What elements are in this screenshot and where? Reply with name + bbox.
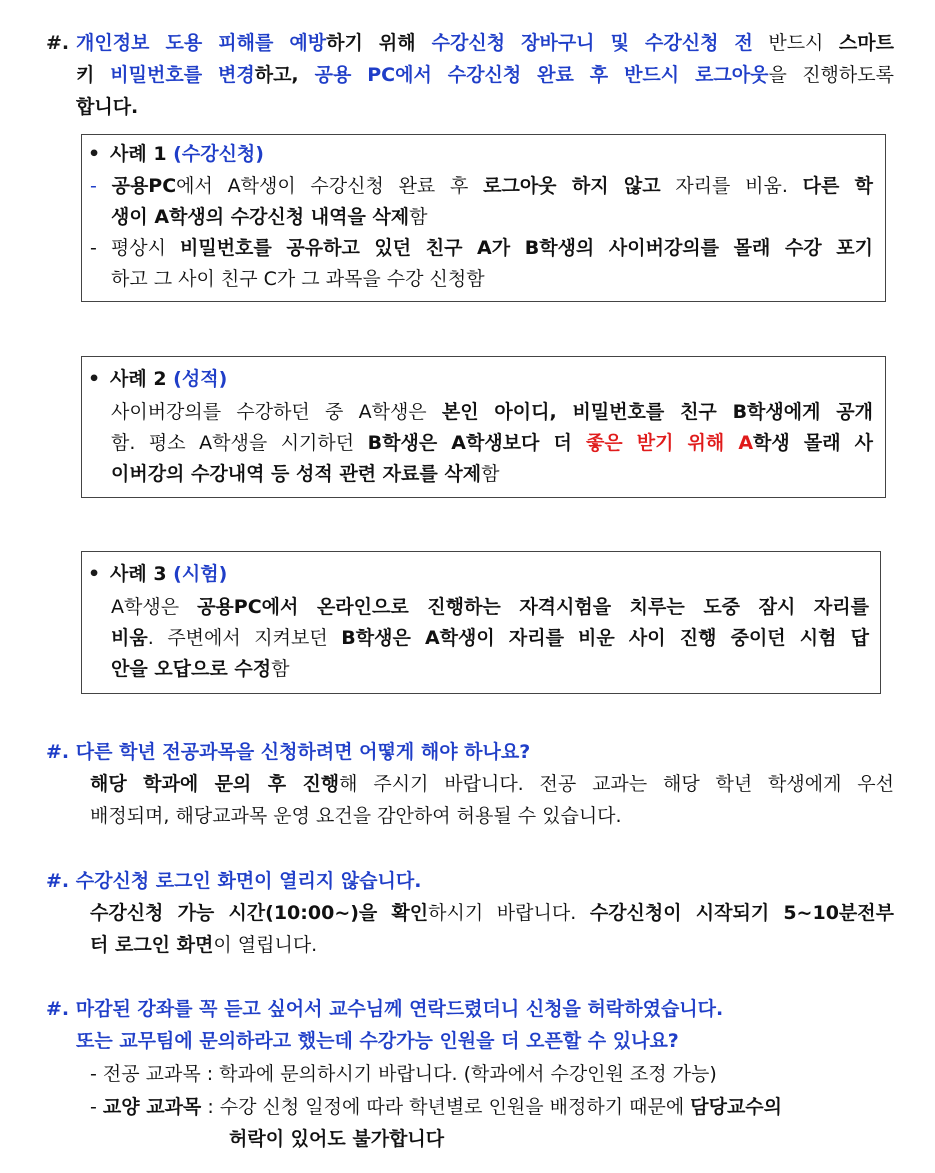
text-run: B학생은 A학생이 자리를 비운 사이 진행 중이던 시험 답: [341, 627, 869, 649]
case-1-line-2: [111, 202, 427, 232]
text-run: 사례 2: [110, 368, 174, 390]
text-run: 사례 3: [110, 563, 174, 585]
faq-question-3-line-2: 또는 교무팀에 문의하라고 했는데 수강가능 인원을 더 오픈할 수 있나요?: [76, 1030, 679, 1052]
intro-line-3: [76, 92, 138, 122]
text-run: 반드시: [752, 32, 839, 54]
case-3-bullet: •: [88, 563, 101, 585]
text-run: 배정되며, 해당교과목 운영 요건을 감안하여 허용될 수 있습니다.: [90, 805, 622, 827]
intro-prefix: #.: [46, 32, 70, 54]
text-run: . 주변에서 지켜보던: [147, 627, 342, 649]
case-3-line-2: [111, 623, 869, 653]
faq-answer-3-line-2: [90, 1092, 782, 1122]
text-run: (시험): [173, 563, 228, 585]
faq-answer-2-line-1: [90, 898, 894, 928]
faq-question-2: #. 수강신청 로그인 화면이 열리지 않습니다.: [46, 870, 422, 892]
text-run: 좋은 받기 위해 A: [585, 432, 754, 454]
text-run: 이버강의 수강내역 등 성적 관련 자료를 삭제: [111, 463, 482, 485]
text-run: 수강신청 가능 시간(10:00~)을 확인: [90, 902, 429, 924]
text-run: 허락이 있어도 불가합니다: [229, 1128, 445, 1150]
text-run: -: [90, 175, 112, 197]
text-run: 터 로그인 화면: [90, 934, 214, 956]
text-run: 공용PC에서 온라인으로 진행하는 자격시험을 치루는 도중 잠시 자리를: [197, 596, 869, 618]
text-run: 사례 1: [110, 143, 174, 165]
text-run: 합니다.: [76, 96, 139, 118]
case-3-line-1: [111, 592, 869, 622]
text-run: 하고 그 사이 친구 C가 그 과목을 수강 신청함: [111, 268, 485, 290]
case-3-line-3: [111, 654, 289, 684]
faq-answer-3-line-1: [90, 1059, 717, 1089]
intro-line-1: [76, 28, 894, 58]
text-run: 비밀번호를 공유하고 있던 친구 A가 B학생의 사이버강의를 몰래 수강 포기: [180, 237, 873, 259]
text-run: -: [90, 1096, 103, 1118]
case-2-line-1: [111, 397, 873, 427]
case-2-title: [110, 364, 227, 394]
text-run: 수강신청이 시작되기 5~10분전부: [589, 902, 894, 924]
text-run: 해당 학과에 문의 후 진행: [90, 773, 340, 795]
text-run: 사이버강의를 수강하던 중 A학생은: [111, 401, 442, 423]
text-run: : 수강 신청 일정에 따라 학년별로 인원을 배정하기 때문에: [201, 1096, 691, 1118]
text-run: 하고,: [254, 64, 315, 86]
text-run: 안을 오답으로 수정: [111, 658, 272, 680]
case-2-bullet: •: [88, 368, 101, 390]
text-run: A학생은: [111, 596, 198, 618]
case-1-line-4: [111, 264, 485, 294]
case-1-bullet: •: [88, 143, 101, 165]
text-run: 자리를 비움.: [660, 175, 803, 197]
text-run: (수강신청): [173, 143, 264, 165]
faq-question-1: #. 다른 학년 전공과목을 신청하려면 어떻게 해야 하나요?: [46, 741, 531, 763]
text-run: 개인정보 도용 피해를 예방: [76, 32, 327, 54]
text-run: B학생은 A학생보다 더: [367, 432, 586, 454]
text-run: 로그아웃 하지 않고: [483, 175, 661, 197]
case-1-box: [81, 134, 886, 302]
text-run: - 평상시: [90, 237, 180, 259]
text-run: 학생 몰래 사: [753, 432, 873, 454]
case-1-title: [110, 139, 264, 169]
faq-question-3-line-1: #. 마감된 강좌를 꼭 듣고 싶어서 교수님께 연락드렸더니 신청을 허락하였습니다.: [46, 998, 724, 1020]
text-run: 교양 교과목: [102, 1096, 202, 1118]
text-run: 에서 A학생이 수강신청 완료 후: [176, 175, 484, 197]
case-1-line-1: [90, 171, 873, 201]
text-run: 함. 평소 A학생을 시기하던: [111, 432, 368, 454]
text-run: 함: [271, 658, 290, 680]
text-run: 스마트: [838, 32, 894, 54]
case-3-box: [81, 551, 881, 694]
faq-answer-3-line-3: [229, 1124, 444, 1154]
faq-answer-2-line-2: [90, 930, 317, 960]
text-run: 공용 PC에서 수강신청 완료 후 반드시 로그아웃: [314, 64, 769, 86]
text-run: 비밀번호를 변경: [110, 64, 255, 86]
text-run: 하기 위해: [326, 32, 432, 54]
text-run: 함: [481, 463, 500, 485]
intro-line-2: [76, 60, 894, 90]
text-run: 수강신청 장바구니 및 수강신청 전: [431, 32, 753, 54]
case-3-title: [110, 559, 227, 589]
faq-answer-1-line-2: [90, 801, 622, 831]
case-1-line-3: [90, 233, 873, 263]
text-run: 공용PC: [111, 175, 177, 197]
faq-answer-1-line-1: [90, 769, 894, 799]
text-run: 담당교수의: [690, 1096, 783, 1118]
text-run: - 전공 교과목 : 학과에 문의하시기 바랍니다. (학과에서 수강인원 조정 가능): [90, 1063, 717, 1085]
text-run: 이 열립니다.: [213, 934, 318, 956]
text-run: 키: [76, 64, 111, 86]
text-run: 함: [409, 206, 428, 228]
text-run: 다른 학: [802, 175, 873, 197]
case-2-line-3: [111, 459, 499, 489]
text-run: 해 주시기 바랍니다. 전공 교과는 해당 학년 학생에게 우선: [339, 773, 895, 795]
text-run: (성적): [173, 368, 228, 390]
text-run: 본인 아이디, 비밀번호를 친구 B학생에게 공개: [441, 401, 873, 423]
text-run: 을 진행하도록: [768, 64, 894, 86]
case-2-line-2: [111, 428, 873, 458]
case-2-box: [81, 356, 886, 498]
text-run: 비움: [111, 627, 148, 649]
text-run: 생이 A학생의 수강신청 내역을 삭제: [111, 206, 410, 228]
text-run: 하시기 바랍니다.: [428, 902, 590, 924]
